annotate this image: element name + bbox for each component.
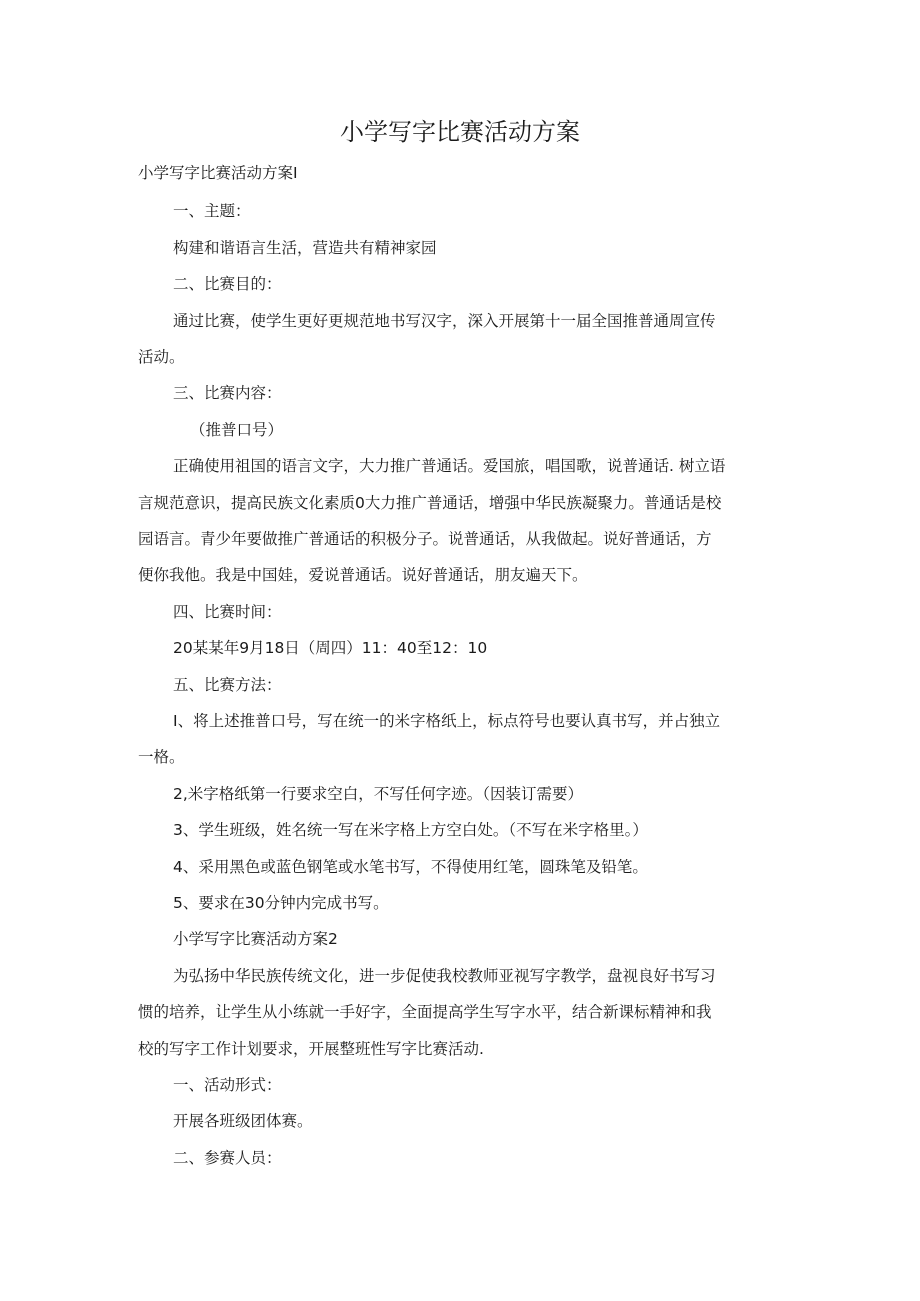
paragraph-time: 20某某年9月18日（周四）11：40至12：10 [173,639,488,657]
heading-content: 三、比赛内容： [173,384,282,402]
heading-purpose: 二、比赛目的： [173,275,282,293]
paragraph-purpose-line-1: 通过比赛，使学生更好更规范地书写汉字，深入开展第十一届全国推普通周宣传 [173,312,716,330]
paragraph-purpose-line-2: 活动。 [138,348,185,366]
heading-time: 四、比赛时间： [173,603,282,621]
paragraph-slogan-line-4: 便你我他。我是中国娃，爱说普通话。说好普通话，朋友遍天下。 [138,566,588,584]
method-item-2: 2,米字格纸第一行要求空白，不写任何字迹。（因装订需要） [173,785,584,803]
paragraph-theme: 构建和谐语言生活，营造共有精神家园 [173,239,437,257]
heading-method: 五、比赛方法： [173,676,282,694]
paragraph-activity-form: 开展各班级团体赛。 [173,1112,313,1130]
heading-activity-form: 一、活动形式： [173,1076,282,1094]
method-item-1-line-1: I、将上述推普口号，写在统一的米字格纸上，标点符号也要认真书写，并占独立 [173,712,721,730]
method-item-1-line-2: 一格。 [138,748,185,766]
heading-theme: 一、主题： [173,202,251,220]
section-heading-plan-2: 小学写字比赛活动方案2 [173,930,338,948]
slogan-heading: （推普口号） [190,421,284,439]
paragraph-slogan-line-3: 园语言。青少年要做推广普通话的积极分子。说普通话，从我做起。说好普通话，方 [138,530,712,548]
method-item-5: 5、要求在30分钟内完成书写。 [173,894,389,912]
document-title: 小学写字比赛活动方案 [340,118,580,146]
paragraph-plan-2-line-3: 校的写字工作计划要求，开展整班性写字比赛活动. [138,1040,484,1058]
paragraph-plan-2-line-2: 惯的培养，让学生从小练就一手好字，全面提高学生写字水平，结合新课标精神和我 [138,1003,712,1021]
paragraph-slogan-line-2: 言规范意识，提高民族文化素质0大力推广普通话，增强中华民族凝聚力。普通话是校 [138,494,722,512]
method-item-4: 4、采用黑色或蓝色钢笔或水笔书写，不得使用红笔，圆珠笔及铅笔。 [173,858,648,876]
method-item-3: 3、学生班级，姓名统一写在米字格上方空白处。（不写在米字格里。） [173,821,648,839]
paragraph-plan-2-line-1: 为弘扬中华民族传统文化，进一步促使我校教师亚视写字教学，盘视良好书写习 [173,967,716,985]
section-heading-plan-1: 小学写字比赛活动方案I [138,164,298,182]
heading-participants: 二、参赛人员： [173,1149,282,1167]
paragraph-slogan-line-1: 正确使用祖国的语言文字，大力推广普通话。爱国旅，唱国歌，说普通话. 树立语 [173,457,726,475]
